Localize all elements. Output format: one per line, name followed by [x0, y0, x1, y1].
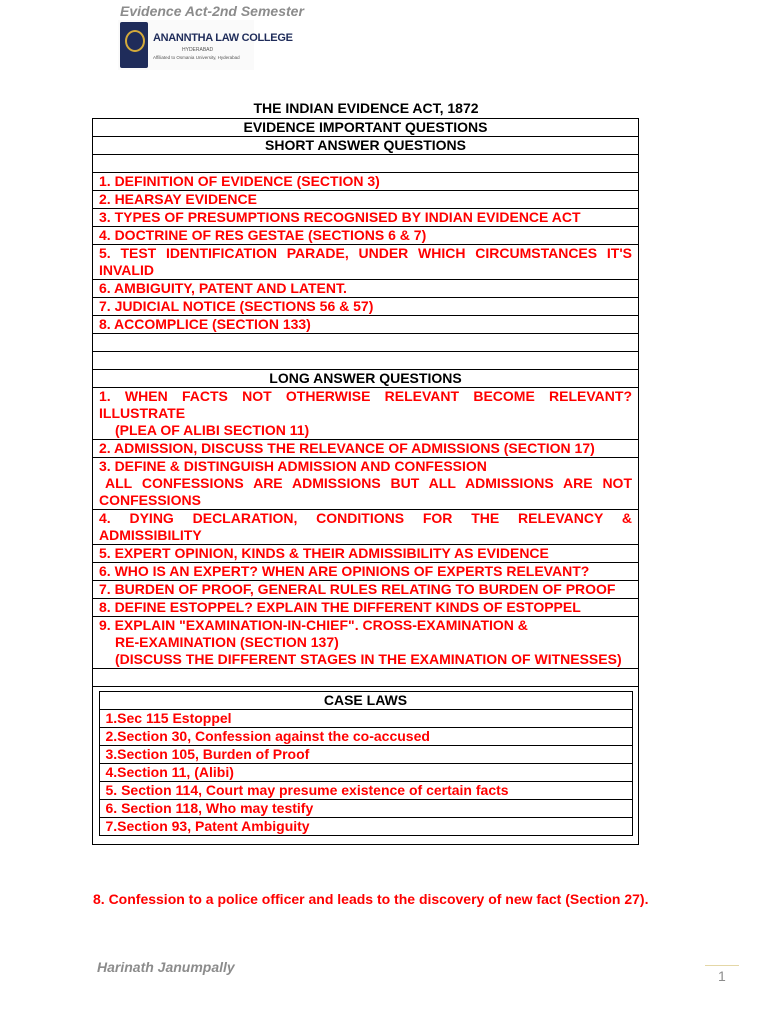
long-question-9-cont: RE-EXAMINATION (SECTION 137)	[115, 634, 339, 650]
case-law-item: 2.Section 30, Confession against the co-accused	[99, 728, 632, 746]
long-question-7: 7. BURDEN OF PROOF, GENERAL RULES RELATING TO BURDEN OF PROOF	[93, 581, 639, 599]
long-question-4: 4. DYING DECLARATION, CONDITIONS FOR THE RELEVANCY & ADMISSIBILITY	[93, 510, 639, 545]
case-law-item: 5. Section 114, Court may presume existence of certain facts	[99, 782, 632, 800]
logo-college-name: ANANNTHA LAW COLLEGE	[153, 32, 293, 44]
blank-row	[93, 334, 639, 352]
page-number-rule	[705, 965, 739, 966]
blank-row	[93, 669, 639, 687]
case-laws-cell	[93, 687, 639, 845]
case-law-item: 3.Section 105, Burden of Proof	[99, 746, 632, 764]
college-seal-icon	[120, 22, 148, 68]
short-question: 6. AMBIGUITY, PATENT AND LATENT.	[93, 280, 639, 298]
long-question-1-note: (PLEA OF ALIBI SECTION 11)	[115, 422, 310, 438]
long-question-3-note: ALL CONFESSIONS ARE ADMISSIONS BUT ALL ADMISSIONS ARE NOT CONFESSIONS	[99, 475, 632, 508]
long-question-1	[93, 388, 639, 440]
short-question: 1. DEFINITION OF EVIDENCE (SECTION 3)	[93, 173, 639, 191]
blank-row	[93, 352, 639, 370]
short-question: 5. TEST IDENTIFICATION PARADE, UNDER WHICH CIRCUMSTANCES IT'S INVALID	[93, 245, 639, 280]
case-law-item: 1.Sec 115 Estoppel	[99, 710, 632, 728]
long-question-6: 6. WHO IS AN EXPERT? WHEN ARE OPINIONS OF EXPERTS RELEVANT?	[93, 563, 639, 581]
long-question-3-text: 3. DEFINE & DISTINGUISH ADMISSION AND CONFESSION	[99, 458, 487, 474]
short-question: 3. TYPES OF PRESUMPTIONS RECOGNISED BY INDIAN EVIDENCE ACT	[93, 209, 639, 227]
page-number: 1	[718, 968, 726, 984]
case-laws-heading: CASE LAWS	[99, 692, 632, 710]
short-question: 7. JUDICIAL NOTICE (SECTIONS 56 & 57)	[93, 298, 639, 316]
case-law-item: 6. Section 118, Who may testify	[99, 800, 632, 818]
long-question-9-note: (DISCUSS THE DIFFERENT STAGES IN THE EXAMINATION OF WITNESSES)	[115, 651, 622, 667]
long-question-9-text: 9. EXPLAIN "EXAMINATION-IN-CHIEF". CROSS-EXAMINATION &	[99, 617, 528, 633]
long-question-9	[93, 617, 639, 669]
long-question-8: 8. DEFINE ESTOPPEL? EXPLAIN THE DIFFERENT KINDS OF ESTOPPEL	[93, 599, 639, 617]
case-law-item: 4.Section 11, (Alibi)	[99, 764, 632, 782]
short-question: 2. HEARSAY EVIDENCE	[93, 191, 639, 209]
long-question-2: 2. ADMISSION, DISCUSS THE RELEVANCE OF ADMISSIONS (SECTION 17)	[93, 440, 639, 458]
long-question-5: 5. EXPERT OPINION, KINDS & THEIR ADMISSIBILITY AS EVIDENCE	[93, 545, 639, 563]
long-question-1-text: 1. WHEN FACTS NOT OTHERWISE RELEVANT BECOME RELEVANT? ILLUSTRATE	[99, 388, 632, 421]
short-question: 8. ACCOMPLICE (SECTION 133)	[93, 316, 639, 334]
logo-city: HYDERABAD	[182, 47, 214, 53]
logo-affiliation: Affiliated to Osmania University, Hyderabad	[153, 55, 240, 60]
running-header: Evidence Act-2nd Semester	[120, 3, 304, 19]
table-heading: EVIDENCE IMPORTANT QUESTIONS	[93, 119, 639, 137]
case-law-8: 8. Confession to a police officer and leads to the discovery of new fact (Section 27).	[93, 891, 649, 907]
short-question: 4. DOCTRINE OF RES GESTAE (SECTIONS 6 & 7)	[93, 227, 639, 245]
blank-row	[93, 155, 639, 173]
case-law-item: 7.Section 93, Patent Ambiguity	[99, 818, 632, 836]
footer-author: Harinath Janumpally	[97, 959, 235, 975]
short-answer-heading: SHORT ANSWER QUESTIONS	[93, 137, 639, 155]
long-question-3	[93, 458, 639, 510]
case-laws-table	[99, 691, 633, 836]
college-logo	[118, 20, 293, 70]
long-answer-heading: LONG ANSWER QUESTIONS	[93, 370, 639, 388]
document-title: THE INDIAN EVIDENCE ACT, 1872	[253, 100, 479, 116]
questions-table	[92, 118, 639, 845]
